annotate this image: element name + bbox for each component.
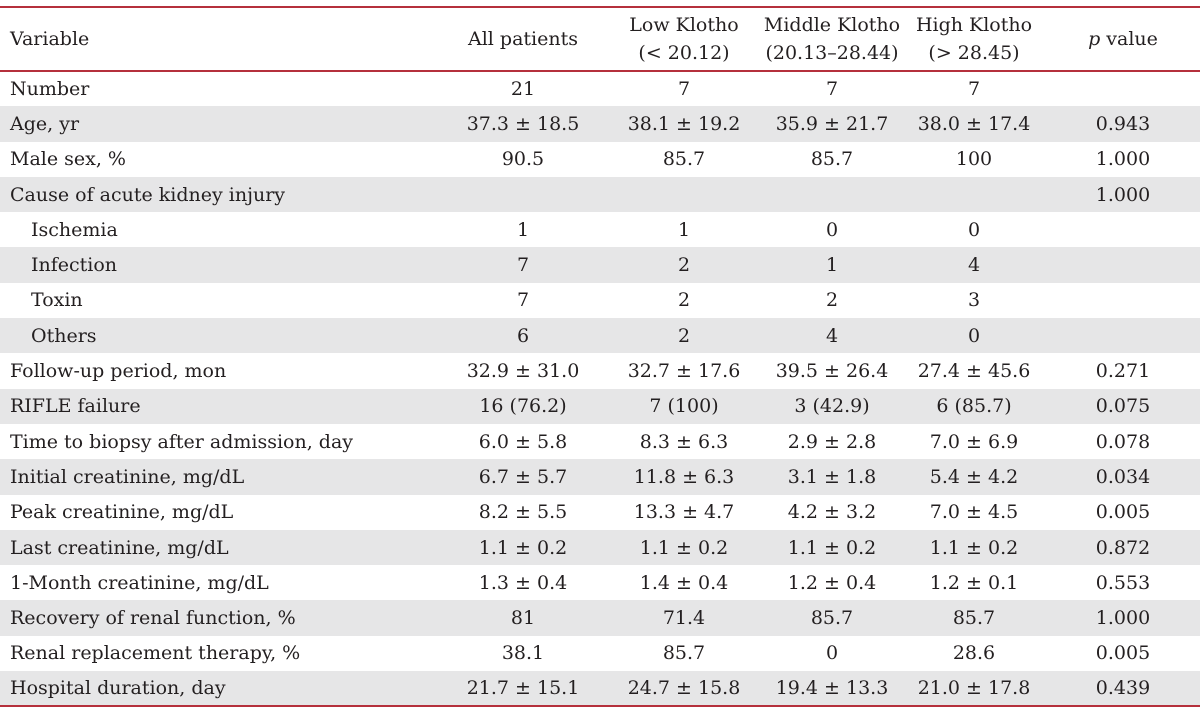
header-variable: Variable [10,28,90,50]
high-klotho-cell: 0 [967,218,981,241]
p-value-cell [1046,283,1200,318]
header-high-klotho-range: (> 28.45) [928,42,1020,64]
middle-klotho-cell: 0 [825,218,839,241]
table-row [0,424,1200,459]
low-klotho-cell: 32.7 ± 17.6 [627,360,741,383]
table-row [0,177,1200,212]
middle-klotho-cell: 1.1 ± 0.2 [787,536,877,559]
all-patients-cell: 16 (76.2) [479,395,567,418]
low-klotho-cell: 1 [677,218,691,241]
high-klotho-cell: 4 [967,254,981,277]
header-middle-klotho [762,7,902,71]
header-middle-klotho-label: Middle Klotho [763,14,901,36]
all-patients-cell: 1.1 ± 0.2 [478,536,568,559]
header-high-klotho [902,7,1046,71]
middle-klotho-cell: 1.2 ± 0.4 [787,571,877,594]
low-klotho-cell: 7 [677,78,691,101]
header-high-klotho-label: High Klotho [915,14,1033,36]
p-value-cell: 1.000 [1095,607,1151,630]
header-row [0,7,1200,71]
p-value-cell [1046,318,1200,353]
high-klotho-cell: 85.7 [952,607,996,630]
p-value-cell [1046,212,1200,247]
p-value-cell: 0.553 [1095,571,1151,594]
low-klotho-cell: 85.7 [662,148,706,171]
p-value-cell: 0.075 [1095,395,1151,418]
table-header [0,7,1200,71]
table-row [0,389,1200,424]
variable-cell: Last creatinine, mg/dL [10,536,229,559]
high-klotho-cell: 100 [955,148,993,171]
high-klotho-cell: 5.4 ± 4.2 [929,465,1019,488]
all-patients-cell: 1.3 ± 0.4 [478,571,568,594]
all-patients-cell [440,177,606,212]
p-value-cell: 0.078 [1095,430,1151,453]
high-klotho-cell: 0 [967,324,981,347]
variable-cell: Hospital duration, day [10,677,226,700]
high-klotho-cell: 28.6 [952,642,996,665]
p-value-cell: 0.034 [1095,465,1151,488]
middle-klotho-cell: 2.9 ± 2.8 [787,430,877,453]
all-patients-cell: 21 [510,78,536,101]
middle-klotho-cell: 1 [825,254,839,277]
high-klotho-cell: 7 [967,78,981,101]
low-klotho-cell: 8.3 ± 6.3 [639,430,729,453]
middle-klotho-cell [762,177,902,212]
p-value-cell: 0.271 [1095,360,1151,383]
middle-klotho-cell: 85.7 [810,148,854,171]
all-patients-cell: 37.3 ± 18.5 [466,112,580,135]
variable-cell: Age, yr [10,112,80,135]
high-klotho-cell: 3 [967,289,981,312]
variable-cell: Time to biopsy after admission, day [10,430,354,453]
table-row [0,142,1200,177]
table-row [0,636,1200,671]
low-klotho-cell: 38.1 ± 19.2 [627,112,741,135]
middle-klotho-cell: 3 (42.9) [794,395,870,418]
all-patients-cell: 1 [516,218,530,241]
table-row [0,353,1200,388]
table-row [0,71,1200,106]
header-p-value [1046,7,1200,71]
table-row [0,318,1200,353]
table-row [0,283,1200,318]
p-value-cell: 1.000 [1095,148,1151,171]
variable-cell: Number [10,78,90,101]
header-middle-klotho-range: (20.13–28.44) [765,42,899,64]
all-patients-cell: 6.7 ± 5.7 [478,465,568,488]
table-row [0,600,1200,635]
p-value-cell: 1.000 [1095,183,1151,206]
variable-cell: Peak creatinine, mg/dL [10,501,234,524]
all-patients-cell: 90.5 [501,148,545,171]
p-value-cell [1046,71,1200,106]
all-patients-cell: 6.0 ± 5.8 [478,430,568,453]
p-value-cell [1046,247,1200,282]
table-row [0,212,1200,247]
table-body [0,71,1200,706]
variable-cell: Others [31,324,97,347]
low-klotho-cell: 7 (100) [649,395,719,418]
low-klotho-cell: 24.7 ± 15.8 [627,677,741,700]
low-klotho-cell: 1.1 ± 0.2 [639,536,729,559]
variable-cell: Follow-up period, mon [10,360,227,383]
low-klotho-cell: 1.4 ± 0.4 [639,571,729,594]
low-klotho-cell: 2 [677,289,691,312]
middle-klotho-cell: 7 [825,78,839,101]
variable-cell: Toxin [31,289,83,312]
klotho-patient-characteristics-table [0,6,1200,707]
middle-klotho-cell: 4 [825,324,839,347]
low-klotho-cell: 2 [677,324,691,347]
all-patients-cell: 32.9 ± 31.0 [466,360,580,383]
header-low-klotho-range: (< 20.12) [638,42,730,64]
middle-klotho-cell: 39.5 ± 26.4 [775,360,889,383]
middle-klotho-cell: 0 [825,642,839,665]
high-klotho-cell: 1.2 ± 0.1 [929,571,1019,594]
low-klotho-cell: 85.7 [662,642,706,665]
header-p-rest: value [1100,28,1158,50]
header-low-klotho-label: Low Klotho [629,14,739,36]
header-p-italic: p [1088,28,1101,50]
high-klotho-cell: 7.0 ± 6.9 [929,430,1019,453]
high-klotho-cell: 21.0 ± 17.8 [917,677,1031,700]
high-klotho-cell: 7.0 ± 4.5 [929,501,1019,524]
all-patients-cell: 8.2 ± 5.5 [478,501,568,524]
table-row [0,106,1200,141]
variable-cell: Recovery of renal function, % [10,607,296,630]
high-klotho-cell [902,177,1046,212]
all-patients-cell: 6 [516,324,530,347]
low-klotho-cell: 2 [677,254,691,277]
table-row [0,459,1200,494]
variable-cell: Cause of acute kidney injury [10,183,286,206]
p-value-cell: 0.943 [1095,112,1151,135]
middle-klotho-cell: 19.4 ± 13.3 [775,677,889,700]
middle-klotho-cell: 35.9 ± 21.7 [775,112,889,135]
low-klotho-cell: 13.3 ± 4.7 [633,501,735,524]
middle-klotho-cell: 2 [825,289,839,312]
header-low-klotho [606,7,762,71]
p-value-cell: 0.005 [1095,642,1151,665]
high-klotho-cell: 1.1 ± 0.2 [929,536,1019,559]
high-klotho-cell: 38.0 ± 17.4 [917,112,1031,135]
all-patients-cell: 38.1 [501,642,545,665]
high-klotho-cell: 27.4 ± 45.6 [917,360,1031,383]
middle-klotho-cell: 85.7 [810,607,854,630]
variable-cell: Male sex, % [10,148,126,171]
variable-cell: RIFLE failure [10,395,141,418]
table-row [0,247,1200,282]
variable-cell: Infection [31,254,118,277]
p-value-cell: 0.439 [1095,677,1151,700]
variable-cell: 1-Month creatinine, mg/dL [10,571,269,594]
all-patients-cell: 7 [516,254,530,277]
table-row [0,671,1200,706]
all-patients-cell: 21.7 ± 15.1 [466,677,580,700]
all-patients-cell: 7 [516,289,530,312]
low-klotho-cell: 71.4 [662,607,706,630]
middle-klotho-cell: 4.2 ± 3.2 [787,501,877,524]
p-value-cell: 0.005 [1095,501,1151,524]
header-all-patients: All patients [468,28,578,50]
table-row [0,495,1200,530]
variable-cell: Ischemia [31,218,118,241]
high-klotho-cell: 6 (85.7) [936,395,1012,418]
variable-cell: Renal replacement therapy, % [10,642,301,665]
low-klotho-cell [606,177,762,212]
table-row [0,530,1200,565]
p-value-cell: 0.872 [1095,536,1151,559]
middle-klotho-cell: 3.1 ± 1.8 [787,465,877,488]
low-klotho-cell: 11.8 ± 6.3 [633,465,735,488]
table-row [0,565,1200,600]
variable-cell: Initial creatinine, mg/dL [10,465,245,488]
all-patients-cell: 81 [510,607,536,630]
